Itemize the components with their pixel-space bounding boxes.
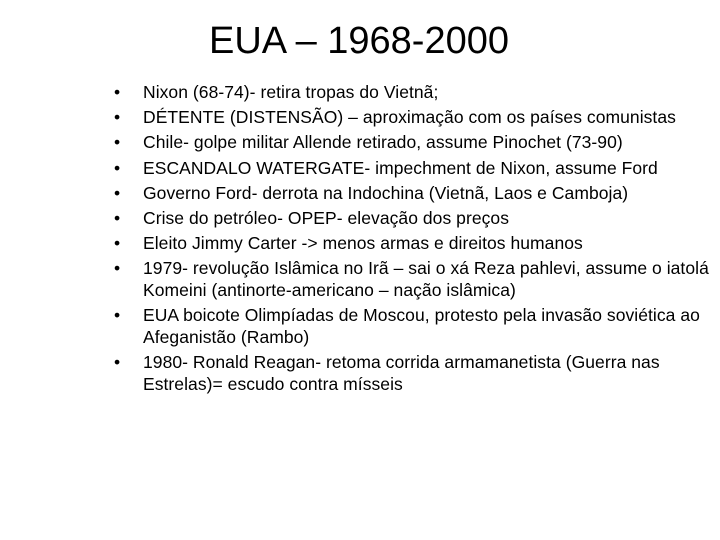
bullet-item-oil-crisis	[114, 208, 714, 230]
bullet-item-detente	[114, 107, 714, 129]
bullet-marker: •	[114, 305, 121, 326]
bullet-text: Chile- golpe militar Allende retirado, assume Pinochet (73-90)	[143, 132, 623, 153]
bullet-text: EUA boicote Olimpíadas de Moscou, protesto pela invasão soviética ao Afeganistão (Rambo)	[143, 305, 700, 348]
bullet-text: Crise do petróleo- OPEP- elevação dos preços	[143, 207, 509, 228]
bullet-item-chile	[114, 132, 714, 154]
bullet-marker: •	[114, 82, 121, 102]
bullet-marker: •	[114, 182, 121, 203]
bullet-item-carter	[114, 233, 714, 255]
bullet-item-nixon	[114, 82, 714, 104]
bullet-list	[114, 82, 714, 399]
bullet-marker: •	[114, 157, 121, 178]
bullet-item-reagan	[114, 352, 714, 396]
slide-title: EUA – 1968-2000	[208, 20, 509, 62]
bullet-text: Nixon (68-74)- retira tropas do Vietnã;	[143, 82, 439, 102]
bullet-marker: •	[114, 233, 121, 254]
bullet-text: DÉTENTE (DISTENSÃO) – aproximação com os países comunistas	[143, 107, 676, 128]
bullet-marker: •	[114, 207, 121, 228]
bullet-text: Governo Ford- derrota na Indochina (Vietnã, Laos e Camboja)	[143, 182, 629, 203]
bullet-marker: •	[114, 258, 121, 279]
bullet-text: 1980- Ronald Reagan- retoma corrida armamanetista (Guerra nas Estrelas)= escudo contra mísseis	[143, 352, 660, 395]
bullet-item-watergate	[114, 158, 714, 180]
bullet-item-iran-revolution	[114, 258, 714, 302]
bullet-marker: •	[114, 107, 121, 128]
bullet-text: Eleito Jimmy Carter -> menos armas e direitos humanos	[143, 233, 583, 254]
bullet-text: ESCANDALO WATERGATE- impechment de Nixon, assume Ford	[143, 157, 658, 178]
bullet-marker: •	[114, 132, 121, 153]
bullet-item-olympics-boycott	[114, 305, 714, 349]
bullet-marker: •	[114, 352, 121, 373]
bullet-text: 1979- revolução Islâmica no Irã – sai o xá Reza pahlevi, assume o iatolá Komeini (antinorte-americano – nação islâmica)	[143, 258, 709, 301]
bullet-item-ford	[114, 183, 714, 205]
